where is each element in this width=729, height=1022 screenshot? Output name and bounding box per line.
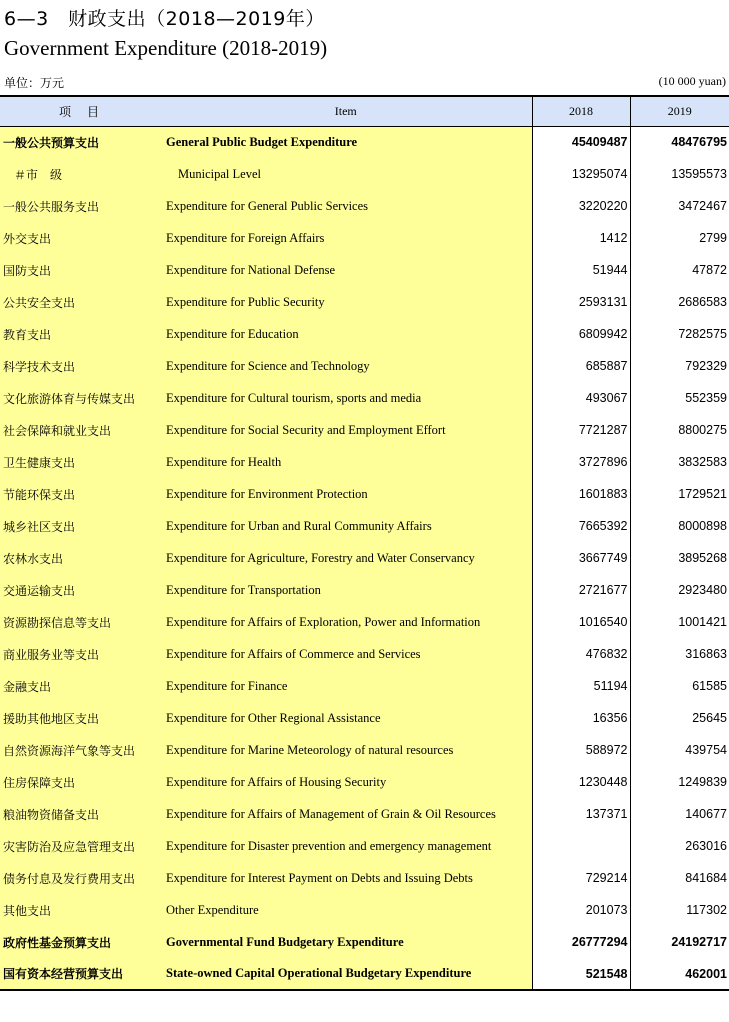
value-2018: 729214 bbox=[532, 862, 630, 894]
row-label-english: Expenditure for Affairs of Housing Security bbox=[160, 766, 532, 798]
row-label-chinese: 国有资本经营预算支出 bbox=[0, 958, 160, 990]
value-2018: 3667749 bbox=[532, 542, 630, 574]
row-label-english: Expenditure for Cultural tourism, sports and media bbox=[160, 382, 532, 414]
header-year-2018: 2018 bbox=[532, 96, 630, 126]
value-2019: 552359 bbox=[685, 391, 727, 405]
value-2019: 263016 bbox=[685, 839, 727, 853]
value-2018: 685887 bbox=[532, 350, 630, 382]
value-2019: 25645 bbox=[692, 711, 727, 725]
row-label-english: Expenditure for General Public Services bbox=[160, 190, 532, 222]
row-label-english: State-owned Capital Operational Budgetary Expenditure bbox=[160, 958, 532, 990]
row-label-chinese: 科学技术支出 bbox=[0, 350, 160, 382]
table-header-row bbox=[0, 96, 729, 126]
value-2019: 117302 bbox=[686, 903, 727, 917]
value-2019: 24192717 bbox=[671, 935, 727, 949]
row-label-english: Expenditure for Health bbox=[160, 446, 532, 478]
value-2018: 7721287 bbox=[532, 414, 630, 446]
unit-label-english: (10 000 yuan) bbox=[658, 74, 726, 88]
row-label-chinese: 一般公共预算支出 bbox=[0, 126, 160, 158]
row-label-chinese: 一般公共服务支出 bbox=[0, 190, 160, 222]
unit-label-chinese: 单位：万元 bbox=[4, 76, 65, 90]
value-2019: 7282575 bbox=[678, 327, 727, 341]
row-label-chinese: 政府性基金预算支出 bbox=[0, 926, 160, 958]
value-2018: 2721677 bbox=[532, 574, 630, 606]
row-label-english: Expenditure for Education bbox=[160, 318, 532, 350]
row-label-chinese: 节能环保支出 bbox=[0, 478, 160, 510]
table-row bbox=[0, 798, 729, 830]
value-2018: 493067 bbox=[532, 382, 630, 414]
value-2019: 3832583 bbox=[678, 455, 727, 469]
table-row bbox=[0, 542, 729, 574]
value-2018: 26777294 bbox=[532, 926, 630, 958]
value-2018: 2593131 bbox=[532, 286, 630, 318]
table-row bbox=[0, 414, 729, 446]
row-label-chinese: 外交支出 bbox=[0, 222, 160, 254]
row-label-chinese: 社会保障和就业支出 bbox=[0, 414, 160, 446]
row-label-english: Governmental Fund Budgetary Expenditure bbox=[160, 926, 532, 958]
row-label-english: Expenditure for Affairs of Management of Grain & Oil Resources bbox=[160, 798, 532, 830]
table-title-chinese: 6—3 财政支出（2018—2019年） bbox=[4, 8, 325, 30]
table-row bbox=[0, 254, 729, 286]
value-2018: 1601883 bbox=[532, 478, 630, 510]
row-label-chinese: 农林水支出 bbox=[0, 542, 160, 574]
value-2018: 13295074 bbox=[532, 158, 630, 190]
value-2019: 13595573 bbox=[671, 167, 727, 181]
value-2019: 47872 bbox=[692, 263, 727, 277]
table-row bbox=[0, 478, 729, 510]
row-label-chinese: 粮油物资储备支出 bbox=[0, 798, 160, 830]
table-row bbox=[0, 606, 729, 638]
table-row bbox=[0, 894, 729, 926]
row-label-english: Expenditure for Public Security bbox=[160, 286, 532, 318]
row-label-english: Expenditure for Interest Payment on Debts and Issuing Debts bbox=[160, 862, 532, 894]
header-year-2019: 2019 bbox=[630, 96, 729, 126]
header-item-english: Item bbox=[160, 96, 532, 126]
row-label-chinese: 灾害防治及应急管理支出 bbox=[0, 830, 160, 862]
table-row bbox=[0, 574, 729, 606]
value-2019: 8000898 bbox=[678, 519, 727, 533]
row-label-english: Expenditure for Marine Meteorology of natural resources bbox=[160, 734, 532, 766]
value-2019: 439754 bbox=[685, 743, 727, 757]
row-label-chinese: 交通运输支出 bbox=[0, 574, 160, 606]
row-label-english: Expenditure for Social Security and Employment Effort bbox=[160, 414, 532, 446]
table-row bbox=[0, 670, 729, 702]
value-2018: 51944 bbox=[532, 254, 630, 286]
value-2019: 2799 bbox=[699, 231, 727, 245]
row-label-chinese: 城乡社区支出 bbox=[0, 510, 160, 542]
value-2018: 201073 bbox=[532, 894, 630, 926]
value-2018: 16356 bbox=[532, 702, 630, 734]
row-label-english: Expenditure for Urban and Rural Community Affairs bbox=[160, 510, 532, 542]
row-label-chinese: 国防支出 bbox=[0, 254, 160, 286]
row-label-english: Expenditure for Foreign Affairs bbox=[160, 222, 532, 254]
value-2018: 137371 bbox=[532, 798, 630, 830]
row-label-english: Municipal Level bbox=[160, 158, 532, 190]
row-label-chinese: 其他支出 bbox=[0, 894, 160, 926]
value-2019: 140677 bbox=[685, 807, 727, 821]
table-row bbox=[0, 350, 729, 382]
row-label-chinese: 自然资源海洋气象等支出 bbox=[0, 734, 160, 766]
value-2018: 51194 bbox=[532, 670, 630, 702]
row-label-english: Expenditure for Disaster prevention and emergency management bbox=[160, 830, 532, 862]
value-2018: 521548 bbox=[532, 958, 630, 990]
value-2018: 1412 bbox=[532, 222, 630, 254]
row-label-english: Expenditure for Other Regional Assistance bbox=[160, 702, 532, 734]
table-row bbox=[0, 638, 729, 670]
value-2018: 1230448 bbox=[532, 766, 630, 798]
row-label-english: Expenditure for Science and Technology bbox=[160, 350, 532, 382]
row-label-english: Expenditure for Environment Protection bbox=[160, 478, 532, 510]
value-2018: 6809942 bbox=[532, 318, 630, 350]
expenditure-table bbox=[0, 95, 729, 991]
table-row bbox=[0, 702, 729, 734]
value-2019: 1001421 bbox=[678, 615, 727, 629]
value-2018: 3727896 bbox=[532, 446, 630, 478]
table-row bbox=[0, 190, 729, 222]
table-row bbox=[0, 222, 729, 254]
value-2019: 48476795 bbox=[671, 135, 727, 150]
row-label-english: Expenditure for Affairs of Exploration, Power and Information bbox=[160, 606, 532, 638]
table-title-english: Government Expenditure (2018-2019) bbox=[4, 36, 328, 60]
row-label-chinese: 商业服务业等支出 bbox=[0, 638, 160, 670]
value-2018: 3220220 bbox=[532, 190, 630, 222]
row-label-chinese: 住房保障支出 bbox=[0, 766, 160, 798]
table-row bbox=[0, 862, 729, 894]
row-label-chinese: 公共安全支出 bbox=[0, 286, 160, 318]
value-2019: 2923480 bbox=[678, 583, 727, 597]
table-row bbox=[0, 830, 729, 862]
row-label-chinese: 教育支出 bbox=[0, 318, 160, 350]
table-row bbox=[0, 734, 729, 766]
value-2019: 3895268 bbox=[678, 551, 727, 565]
row-label-english: Other Expenditure bbox=[160, 894, 532, 926]
value-2019: 3472467 bbox=[678, 199, 727, 213]
value-2018: 45409487 bbox=[532, 126, 630, 158]
table-row bbox=[0, 126, 729, 158]
value-2019: 841684 bbox=[685, 871, 727, 885]
value-2019: 462001 bbox=[630, 958, 729, 990]
row-label-english: General Public Budget Expenditure bbox=[160, 126, 532, 158]
value-2018: 7665392 bbox=[532, 510, 630, 542]
table-row bbox=[0, 382, 729, 414]
table-row bbox=[0, 958, 729, 990]
value-2019: 2686583 bbox=[678, 295, 727, 309]
row-label-english: Expenditure for Transportation bbox=[160, 574, 532, 606]
table-row bbox=[0, 510, 729, 542]
value-2019: 61585 bbox=[692, 679, 727, 693]
row-label-chinese: 援助其他地区支出 bbox=[0, 702, 160, 734]
row-label-chinese: 债务付息及发行费用支出 bbox=[0, 862, 160, 894]
row-label-chinese: 资源勘探信息等支出 bbox=[0, 606, 160, 638]
row-label-chinese: 金融支出 bbox=[0, 670, 160, 702]
table-body bbox=[0, 126, 729, 990]
row-label-chinese: 文化旅游体育与传媒支出 bbox=[0, 382, 160, 414]
row-label-english: Expenditure for Agriculture, Forestry and Water Conservancy bbox=[160, 542, 532, 574]
header-item-chinese: 项 目 bbox=[0, 96, 160, 126]
value-2018 bbox=[532, 830, 630, 862]
row-label-chinese: 卫生健康支出 bbox=[0, 446, 160, 478]
value-2019: 1729521 bbox=[678, 487, 727, 501]
table-row bbox=[0, 926, 729, 958]
value-2019: 1249839 bbox=[678, 775, 727, 789]
row-label-english: Expenditure for National Defense bbox=[160, 254, 532, 286]
table-row bbox=[0, 158, 729, 190]
row-label-english: Expenditure for Affairs of Commerce and Services bbox=[160, 638, 532, 670]
value-2019: 316863 bbox=[685, 647, 727, 661]
table-row bbox=[0, 446, 729, 478]
value-2018: 476832 bbox=[532, 638, 630, 670]
table-row bbox=[0, 318, 729, 350]
value-2019: 8800275 bbox=[678, 423, 727, 437]
value-2018: 1016540 bbox=[532, 606, 630, 638]
row-label-chinese: ＃市 级 bbox=[0, 158, 160, 190]
value-2018: 588972 bbox=[532, 734, 630, 766]
row-label-english: Expenditure for Finance bbox=[160, 670, 532, 702]
table-row bbox=[0, 766, 729, 798]
table-row bbox=[0, 286, 729, 318]
value-2019: 792329 bbox=[685, 359, 727, 373]
